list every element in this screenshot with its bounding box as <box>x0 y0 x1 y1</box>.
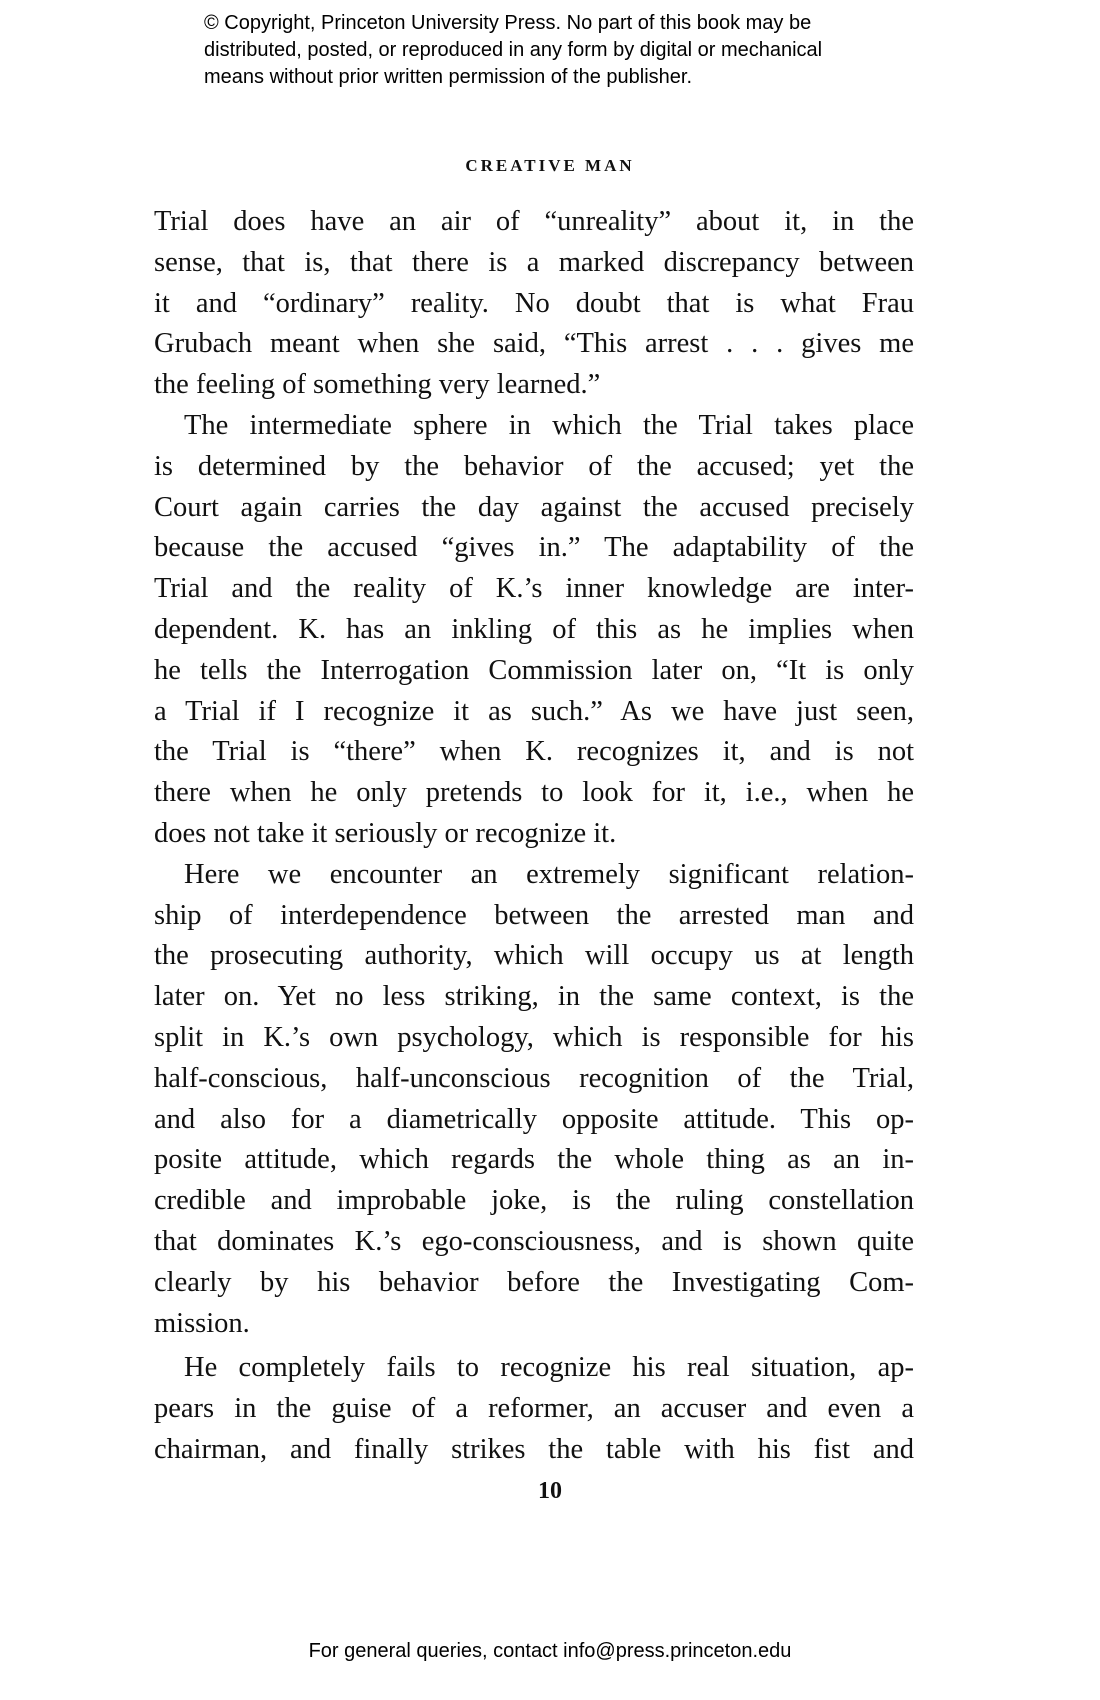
text-line: does not take it seriously or recognize it. <box>154 817 617 849</box>
copyright-notice <box>204 10 924 91</box>
copyright-line: © Copyright, Princeton University Press. No part of this book may be <box>204 12 812 34</box>
page-number: 10 <box>538 1478 562 1504</box>
running-head: CREATIVE MAN <box>465 156 635 175</box>
text-line: is determined by the behavior of the accused; yet the <box>154 450 914 482</box>
text-line: The intermediate sphere in which the Trial takes place <box>184 409 914 441</box>
text-line: and also for a diametrically opposite attitude. This op- <box>154 1103 914 1135</box>
text-line: because the accused “gives in.” The adaptability of the <box>154 532 914 564</box>
text-line: he tells the Interrogation Commission later on, “It is only <box>154 654 914 686</box>
text-line: the Trial is “there” when K. recognizes it, and is not <box>154 736 914 768</box>
body-text <box>154 202 914 1471</box>
paragraph <box>154 406 914 855</box>
text-line: Trial does have an air of “unreality” about it, in the <box>154 206 914 237</box>
paragraph <box>154 1348 914 1470</box>
text-line: Trial and the reality of K.’s inner knowledge are inter- <box>154 573 914 605</box>
text-line: a Trial if I recognize it as such.” As we have just seen, <box>154 695 914 727</box>
text-line: chairman, and finally strikes the table with his fist and <box>154 1433 914 1465</box>
text-line: Grubach meant when she said, “This arrest . . . gives me <box>154 328 914 360</box>
paragraph <box>154 855 914 1345</box>
text-line: ship of interdependence between the arrested man and <box>154 899 914 931</box>
text-line: He completely fails to recognize his real situation, ap- <box>184 1352 914 1384</box>
footer-contact: For general queries, contact info@press.princeton.edu <box>308 1640 792 1662</box>
paragraph <box>154 202 914 406</box>
text-line: Court again carries the day against the accused precisely <box>154 491 914 523</box>
text-line: it and “ordinary” reality. No doubt that is what Frau <box>154 287 914 319</box>
text-line: pears in the guise of a reformer, an accuser and even a <box>154 1393 914 1425</box>
text-line: posite attitude, which regards the whole thing as an in- <box>154 1144 914 1176</box>
text-line: that dominates K.’s ego-consciousness, and is shown quite <box>154 1225 914 1257</box>
text-line: mission. <box>154 1307 250 1339</box>
text-line: dependent. K. has an inkling of this as he implies when <box>154 613 914 645</box>
text-line: clearly by his behavior before the Investigating Com- <box>154 1266 914 1298</box>
text-line: credible and improbable joke, is the ruling constellation <box>154 1185 914 1217</box>
text-line: sense, that is, that there is a marked discrepancy between <box>154 246 914 278</box>
text-line: split in K.’s own psychology, which is responsible for his <box>154 1021 914 1053</box>
text-line: there when he only pretends to look for it, i.e., when he <box>154 777 914 809</box>
text-line: later on. Yet no less striking, in the same context, is the <box>154 981 914 1013</box>
copyright-line: distributed, posted, or reproduced in any form by digital or mechanical <box>204 39 823 61</box>
text-line: Here we encounter an extremely significant relation- <box>184 858 914 890</box>
text-line: the prosecuting authority, which will occupy us at length <box>154 940 914 972</box>
text-line: the feeling of something very learned.” <box>154 369 601 401</box>
text-line: half-conscious, half-unconscious recognition of the Trial, <box>154 1062 914 1094</box>
copyright-line: means without prior written permission of the publisher. <box>204 66 693 88</box>
